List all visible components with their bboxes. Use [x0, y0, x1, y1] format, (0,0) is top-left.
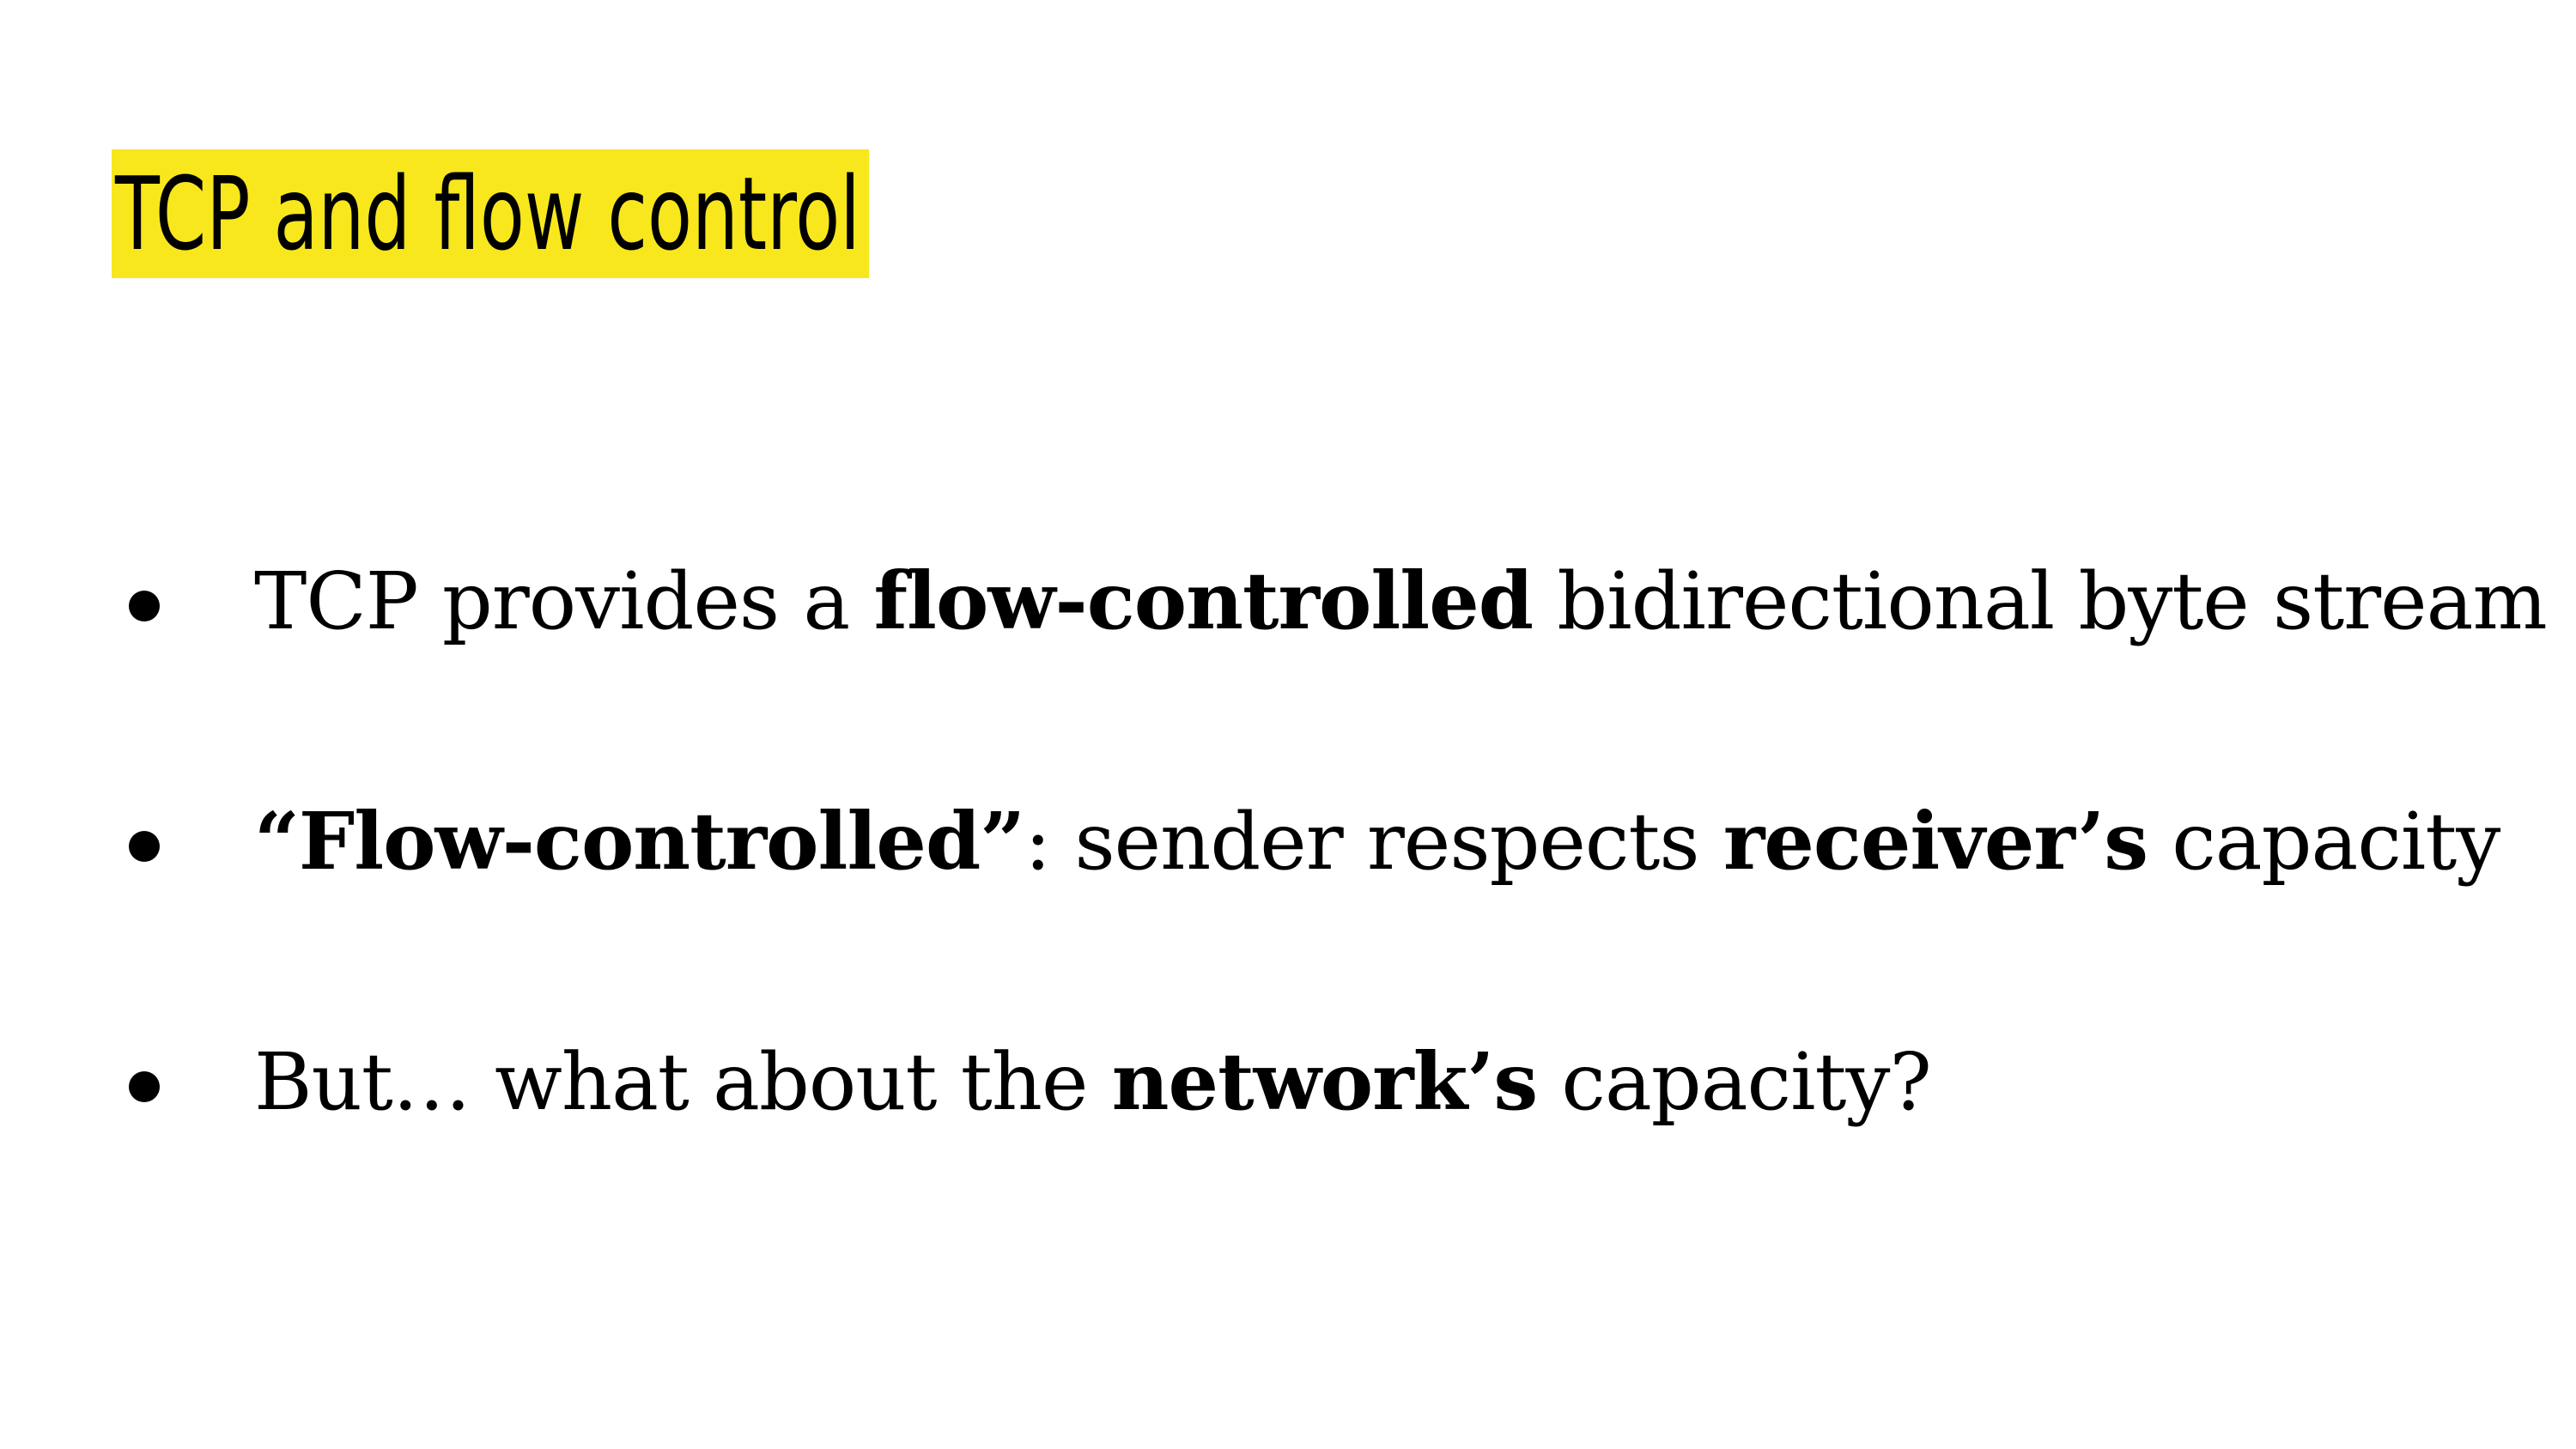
bullet-text [254, 1013, 1931, 1151]
bullet-text-plain: But… what about the [254, 1036, 1112, 1128]
bullet-text-bold: flow-controlled [873, 555, 1534, 647]
bullet-text-plain: capacity [2148, 796, 2500, 888]
bullet-dot-icon [129, 831, 160, 862]
bullet-text-bold: “Flow-controlled” [254, 795, 1025, 888]
slide-title: TCP and flow control [115, 155, 860, 273]
bullet-dot-icon [129, 1071, 160, 1102]
bullet-text-plain: : sender respects [1024, 796, 1723, 888]
bullet-text-plain: TCP provides a [254, 555, 874, 647]
bullet-text-plain: capacity? [1537, 1036, 1931, 1128]
bullet-item [129, 1013, 2547, 1253]
title-container [112, 149, 1155, 278]
bullet-item [129, 532, 2547, 773]
bullet-text [254, 773, 2500, 911]
bullet-list [129, 532, 2547, 1253]
bullet-text-plain: bidirectional byte stream [1533, 555, 2547, 647]
bullet-text [254, 532, 2547, 670]
bullet-text-bold: receiver’s [1722, 795, 2148, 888]
bullet-item [129, 773, 2547, 1013]
bullet-text-bold: network’s [1111, 1035, 1538, 1128]
bullet-dot-icon [129, 591, 160, 621]
